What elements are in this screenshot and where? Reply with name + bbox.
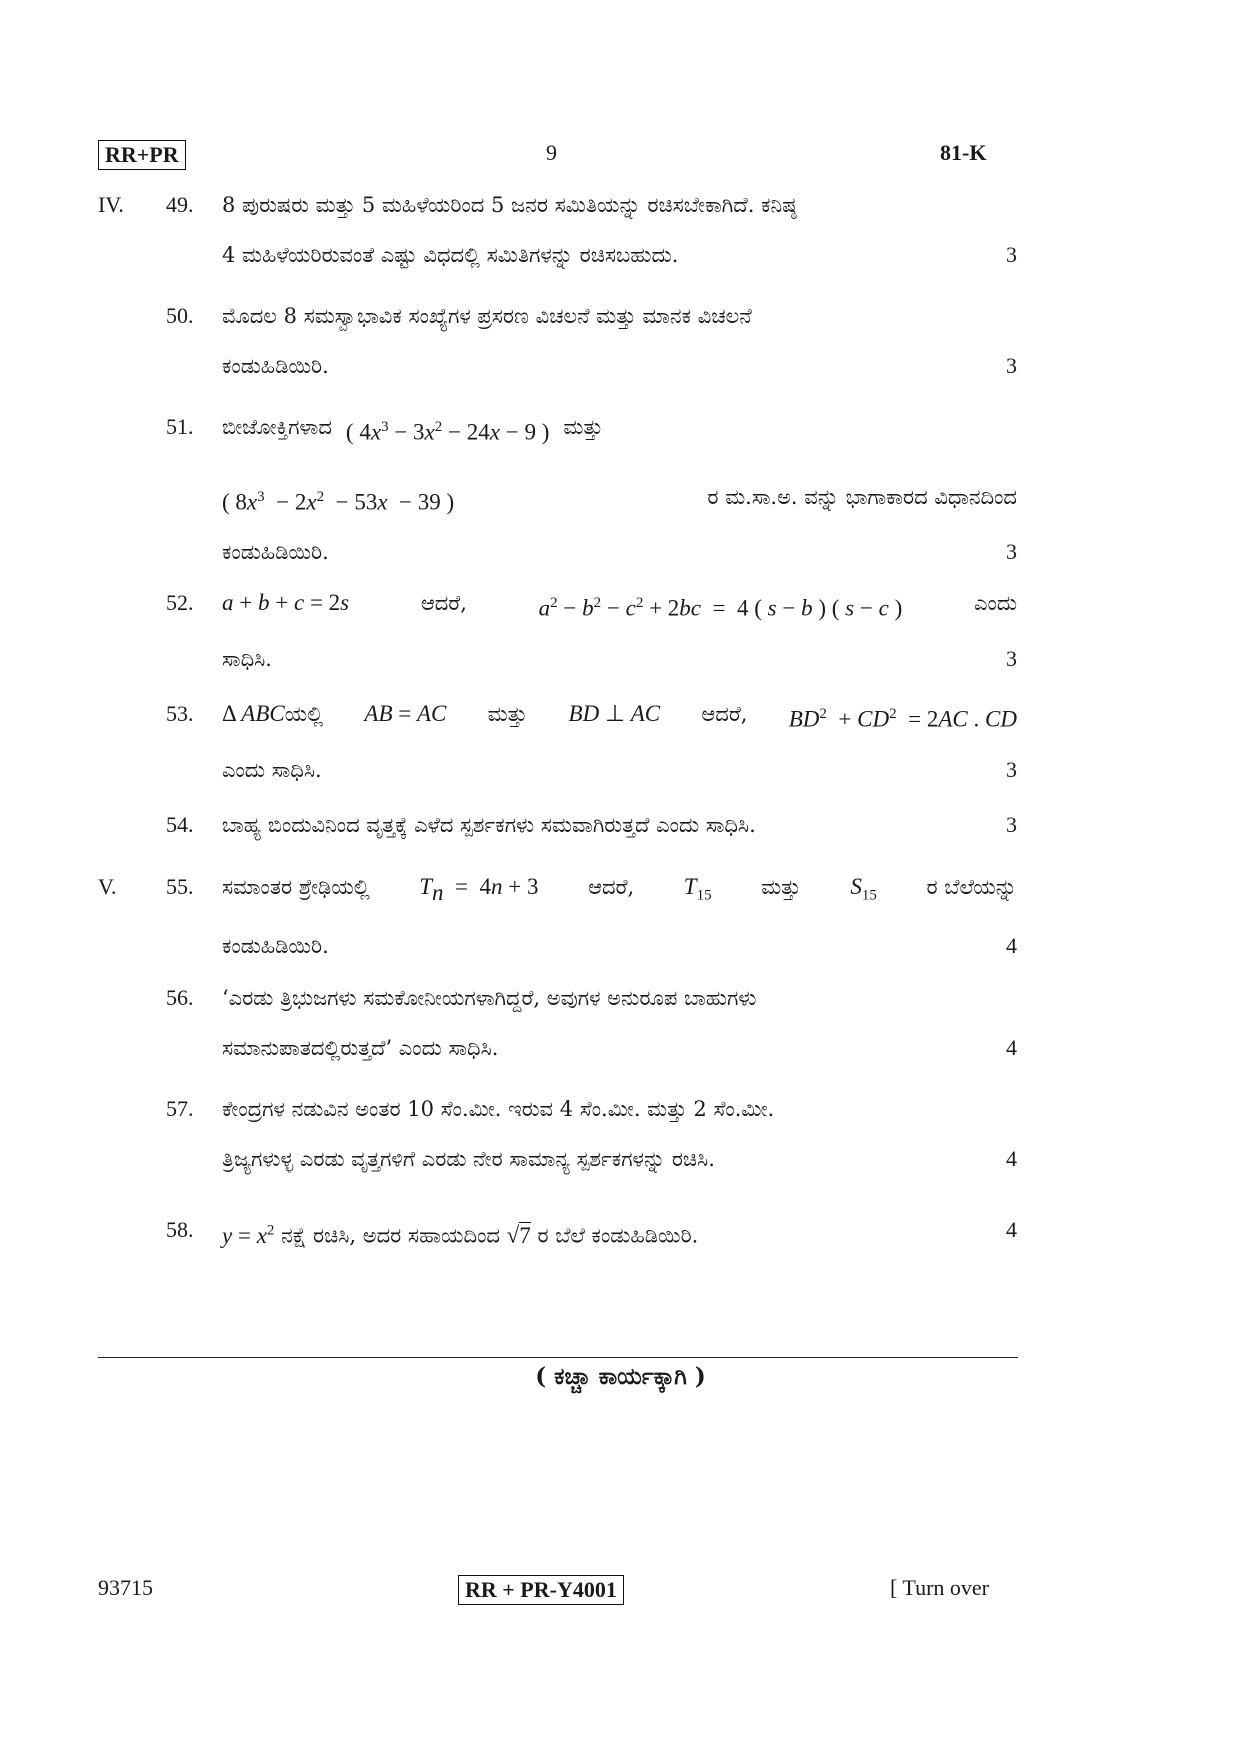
marks: 3 <box>1006 353 1017 378</box>
marks: 3 <box>1006 242 1017 267</box>
polynomial-2: ( $8x^3 - 2x^2 - 53x - 39$ ) <box>222 488 455 515</box>
question-number: 57. <box>166 1096 194 1121</box>
question-text: ಕಂಡುಹಿಡಿಯಿರಿ. <box>222 354 329 378</box>
marks: 4 <box>1006 1035 1017 1060</box>
question-text: ಸಮಾನುಪಾತದಲ್ಲಿರುತ್ತದೆ’ ಎಂದು ಸಾಧಿಸಿ. <box>222 1036 499 1060</box>
marks: 3 <box>1006 539 1017 565</box>
marks: 3 <box>1006 812 1017 837</box>
section-label: V. <box>98 874 117 899</box>
paper-code: 81-K <box>940 140 987 165</box>
question-text: ಕೇಂದ್ರಗಳ ನಡುವಿನ ಅಂತರ 10 ಸೆಂ.ಮೀ. ಇರುವ 4 ಸೆಂ.ಮೀ. ಮತ್ತು 2 ಸೆಂ.ಮೀ. <box>222 1097 775 1121</box>
question-text: 8 ಪುರುಷರು ಮತ್ತು 5 ಮಹಿಳೆಯರಿಂದ 5 ಜನರ ಸಮಿತಿಯನ್ನು ರಚಿಸಬೇಕಾಗಿದೆ. ಕನಿಷ್ಠ <box>222 193 797 217</box>
marks: 3 <box>1006 645 1017 671</box>
question-number: 55. <box>166 874 194 899</box>
marks: 4 <box>1006 1217 1017 1242</box>
footer-series-code: RR + PR-Y4001 <box>458 1575 624 1605</box>
question-text: a + b + c = 2s ಆದರೆ, $a^2 - b^2 - c^2 + 2bc = 4$ ( s − b ) ( s − c ) ಎಂದು <box>222 590 1017 621</box>
question-text: ಸಾಧಿಸಿ. <box>222 646 272 671</box>
question-number: 53. <box>166 701 194 726</box>
header-series-code: RR+PR <box>98 140 186 170</box>
question-number: 54. <box>166 812 194 837</box>
question-text: ‘ಎರಡು ತ್ರಿಭುಜಗಳು ಸಮಕೋನೀಯಗಳಾಗಿದ್ದರೆ, ಅವುಗಳ ಅನುರೂಪ ಬಾಹುಗಳು <box>222 986 757 1010</box>
question-number: 56. <box>166 985 194 1010</box>
marks: 3 <box>1006 756 1017 782</box>
question-number: 51. <box>166 414 194 439</box>
question-text: ಕಂಡುಹಿಡಿಯಿರಿ. <box>222 933 329 958</box>
question-text: ಸಮಾಂತರ ಶ್ರೇಢಿಯಲ್ಲಿ $T_n = 4n + 3$ ಆದರೆ, $T_{15}$ ಮತ್ತು $S_{15}$ ರ ಬೆಲೆಯನ್ನು <box>222 874 1017 905</box>
question-number: 50. <box>166 303 194 328</box>
footer-code: 93715 <box>98 1575 153 1600</box>
question-text: Δ ABCಯಲ್ಲಿ AB = AC ಮತ್ತು BD ⊥ AC ಆದರೆ, $BD^2 + CD^2 = 2AC$ . CD <box>222 701 1017 732</box>
question-text: ಬಾಹ್ಯ ಬಿಂದುವಿನಿಂದ ವೃತ್ತಕ್ಕೆ ಎಳೆದ ಸ್ಪರ್ಶಕಗಳು ಸಮವಾಗಿರುತ್ತದೆ ಎಂದು ಸಾಧಿಸಿ. <box>222 813 756 837</box>
question-text: ಮೊದಲ 8 ಸಮಸ್ವಾಭಾವಿಕ ಸಂಖ್ಯೆಗಳ ಪ್ರಸರಣ ವಿಚಲನೆ ಮತ್ತು ಮಾನಕ ವಿಚಲನೆ <box>222 304 752 328</box>
question-text: ಎಂದು ಸಾಧಿಸಿ. <box>222 757 322 782</box>
question-text: ಕಂಡುಹಿಡಿಯಿರಿ. <box>222 540 329 565</box>
marks: 4 <box>1006 1146 1017 1171</box>
question-text: ( $8x^3 - 2x^2 - 53x - 39$ ) ರ ಮ.ಸಾ.ಅ. ವನ್ನು ಭಾಗಾಕಾರದ ವಿಧಾನದಿಂದ <box>222 472 1017 528</box>
question-text: 4 ಮಹಿಳೆಯರಿರುವಂತೆ ಎಷ್ಟು ವಿಧದಲ್ಲಿ ಸಮಿತಿಗಳನ್ನು ರಚಿಸಬಹುದು. <box>222 243 679 267</box>
question-text: ಬೀಜೋಕ್ತಿಗಳಾದ ( $4x^3 - 3x^2 - 24x - 9$ ) ಮತ್ತು <box>222 402 1017 458</box>
question-number: 49. <box>166 192 194 217</box>
polynomial-1: ( $4x^3 - 3x^2 - 24x - 9$ ) <box>345 419 550 445</box>
divider-line <box>98 1357 1018 1358</box>
question-number: 52. <box>166 590 194 615</box>
question-text: ತ್ರಿಜ್ಯಗಳುಳ್ಳ ಎರಡು ವೃತ್ತಗಳಿಗೆ ಎರಡು ನೇರ ಸಾಮಾನ್ಯ ಸ್ಪರ್ಶಕಗಳನ್ನು ರಚಿಸಿ. <box>222 1147 715 1171</box>
page-number: 9 <box>546 140 557 165</box>
question-number: 58. <box>166 1217 194 1242</box>
rough-work-label: ( ಕಚ್ಚಾ ಕಾರ್ಯಕ್ಕಾಗಿ ) <box>535 1363 706 1390</box>
question-text: $y = x^2$ ನಕ್ಷೆ ರಚಿಸಿ, ಅದರ ಸಹಾಯದಿಂದ √7 ರ ಬೆಲೆ ಕಂಡುಹಿಡಿಯಿರಿ. <box>222 1222 699 1248</box>
marks: 4 <box>1006 932 1017 958</box>
turn-over-label: [ Turn over <box>890 1575 990 1600</box>
section-label: IV. <box>98 192 124 217</box>
